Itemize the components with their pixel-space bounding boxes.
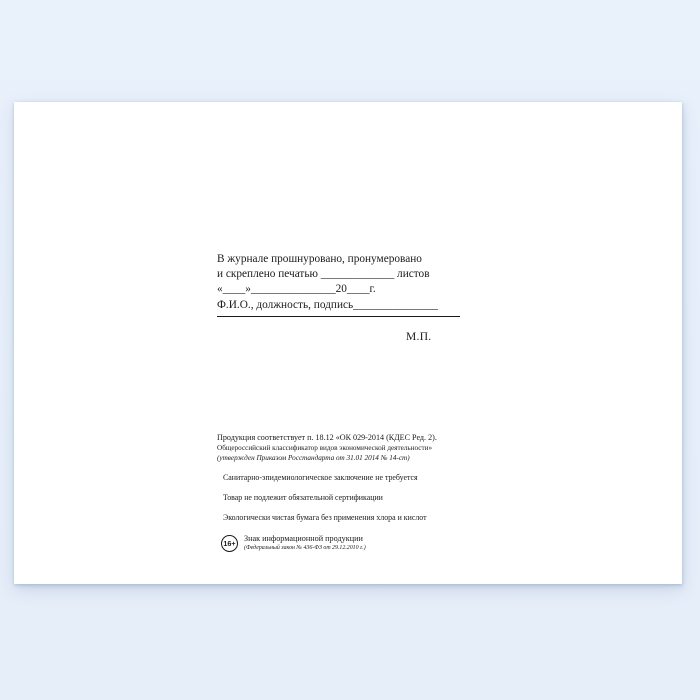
compliance-notes-block bbox=[217, 432, 507, 552]
signatory-label: Ф.И.О., должность, подпись bbox=[217, 298, 354, 311]
age-mark-row bbox=[217, 534, 507, 552]
stitched-line-2-prefix: и скреплено печатью bbox=[217, 268, 321, 281]
age-mark-title: Знак информационной продукции bbox=[244, 534, 363, 543]
age-mark-text bbox=[244, 534, 366, 552]
age-mark-subtitle: (Федеральный закон № 436-ФЗ от 29.12.2010 г.) bbox=[244, 545, 366, 551]
seal-place-label: М.П. bbox=[406, 331, 432, 343]
okpd-line-3: (утвержден Приказом Росстандарта от 31.01 2014 № 14-ст) bbox=[217, 454, 410, 462]
certification-statement-block bbox=[217, 252, 487, 317]
note-certification: Товар не подлежит обязательной сертификации bbox=[223, 493, 383, 502]
note-sanitary: Санитарно-эпидемиологическое заключение не требуется bbox=[223, 473, 418, 482]
stitched-line-1: В журнале прошнуровано, пронумеровано bbox=[217, 253, 422, 265]
okpd-line-1: Продукция соответствует п. 18.12 «ОК 029-2014 (КДЕС Ред. 2). bbox=[217, 433, 437, 442]
age-rating-icon: 16+ bbox=[221, 535, 238, 552]
signature-rule bbox=[217, 315, 460, 317]
signatory-line bbox=[217, 298, 487, 313]
date-line: «____»_______________20____г. bbox=[217, 283, 376, 296]
document-page bbox=[14, 102, 682, 584]
stitched-line-2 bbox=[217, 267, 487, 282]
stitched-line-2-suffix: листов bbox=[394, 268, 430, 281]
okpd-line-2: Общероссийский классификатор видов экономической деятельности» bbox=[217, 444, 433, 452]
note-eco-paper: Экологически чистая бумага без применения хлора и кислот bbox=[223, 513, 427, 522]
signatory-blank: _______________ bbox=[353, 298, 438, 311]
sheets-count-blank: _____________ bbox=[320, 268, 395, 281]
